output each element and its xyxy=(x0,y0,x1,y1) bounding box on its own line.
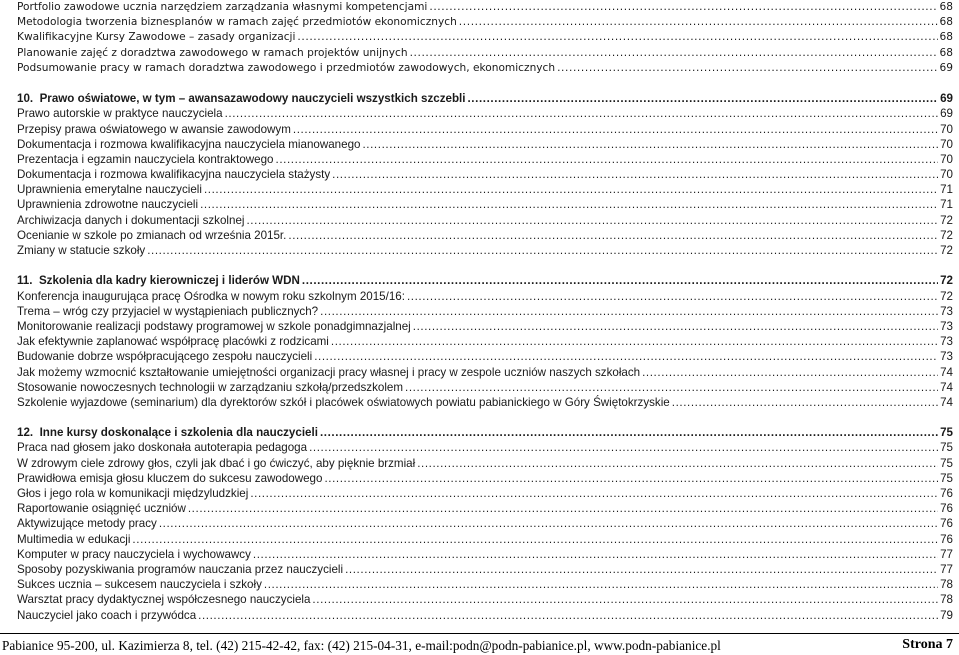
toc-entry-title: Dokumentacja i rozmowa kwalifikacyjna nauczyciela mianowanego xyxy=(17,137,361,151)
toc-leader-dots xyxy=(225,106,939,121)
section-number: 12. xyxy=(17,426,34,440)
toc-entry-page: 76 xyxy=(940,532,953,546)
toc-entry[interactable] xyxy=(17,516,953,531)
toc-section-title xyxy=(17,91,467,106)
toc-entry-page: 73 xyxy=(940,304,953,318)
toc-entry-title: Sposoby pozyskiwania programów nauczania przez nauczycieli xyxy=(17,562,344,576)
toc-entry[interactable] xyxy=(17,395,953,410)
toc-entry-page: 77 xyxy=(940,547,953,561)
toc-entry-page: 70 xyxy=(940,168,953,182)
toc-entry[interactable] xyxy=(17,15,953,30)
toc-entry[interactable] xyxy=(17,167,953,182)
page-number: Strona 7 xyxy=(902,637,953,652)
toc-entry-title: Jak możemy wzmocnić kształtowanie umiejętności organizacji pracy własnej i pracy w zespole uczniów naszych szkołach xyxy=(17,365,641,379)
toc-entry-page: 72 xyxy=(940,213,953,227)
toc-entry-page: 74 xyxy=(940,395,953,409)
toc-entry[interactable] xyxy=(17,547,953,562)
toc-entry-page: 68 xyxy=(939,31,953,44)
toc-entry-title: Uprawnienia zdrowotne nauczycieli xyxy=(17,198,199,212)
toc-entry-page: 76 xyxy=(940,502,953,516)
toc-entry-title: Raportowanie osiągnięć uczniów xyxy=(17,502,186,516)
section-number: 11. xyxy=(17,274,33,288)
toc-entry-page: 71 xyxy=(940,183,953,197)
toc-entry[interactable] xyxy=(17,365,953,380)
toc-entry[interactable] xyxy=(17,334,953,349)
toc-entry[interactable] xyxy=(17,197,953,212)
toc-section-heading[interactable] xyxy=(17,425,953,440)
toc-entry[interactable] xyxy=(17,501,953,516)
toc-entry-page: 75 xyxy=(940,471,953,485)
toc-leader-dots xyxy=(320,304,938,319)
toc-entry-title: Kwalifikacyjne Kursy Zawodowe – zasady organizacji xyxy=(17,31,296,44)
toc-leader-dots xyxy=(320,425,938,440)
spacer xyxy=(17,410,953,425)
toc-entry-title: Zmiany w statucie szkoły xyxy=(17,244,146,257)
toc-entry[interactable] xyxy=(17,137,953,152)
toc-entry-title: Przepisy prawa oświatowego w awansie zawodowym xyxy=(17,122,291,136)
toc-entry[interactable] xyxy=(17,106,953,121)
toc-entry-title: Archiwizacja danych i dokumentacji szkolnej xyxy=(17,213,245,227)
toc-leader-dots xyxy=(672,395,938,410)
toc-section-title xyxy=(17,273,302,288)
toc-entry-page: 73 xyxy=(940,335,953,349)
toc-entry-page: 70 xyxy=(940,122,953,136)
toc-entry[interactable] xyxy=(17,592,953,607)
toc-leader-dots xyxy=(413,319,938,334)
toc-entry-page: 70 xyxy=(940,152,953,166)
toc-entry-page: 76 xyxy=(940,487,953,500)
toc-section-heading[interactable] xyxy=(17,91,953,106)
toc-leader-dots xyxy=(642,365,938,380)
toc-entry-page: 75 xyxy=(940,441,953,455)
toc-leader-dots xyxy=(253,547,938,562)
toc-leader-dots xyxy=(324,471,938,486)
toc-entry-page: 68 xyxy=(939,16,953,29)
toc-entry-page: 72 xyxy=(940,244,953,257)
toc-entry-page: 70 xyxy=(940,137,953,151)
toc-entry-page: 72 xyxy=(940,289,953,303)
toc-entry-title: Dokumentacja i rozmowa kwalifikacyjna nauczyciela stażysty xyxy=(17,168,331,182)
toc-entry-title: Budowanie dobrze współpracującego zespołu nauczycieli xyxy=(17,350,313,364)
toc-entry[interactable] xyxy=(17,486,953,501)
toc-entry-page: 78 xyxy=(940,593,953,607)
toc-entry-title: Nauczyciel jako coach i przywódca xyxy=(17,608,197,622)
toc-entry-page: 75 xyxy=(940,456,953,470)
toc-leader-dots xyxy=(188,501,938,516)
toc-leader-dots xyxy=(288,228,938,243)
toc-entry[interactable] xyxy=(17,319,953,334)
toc-entry-title: Sukces ucznia – sukcesem nauczyciela i szkoły xyxy=(17,578,262,592)
toc-leader-dots xyxy=(159,516,938,531)
toc-entry-title: W zdrowym ciele zdrowy głos, czyli jak dbać i go ćwiczyć, aby pięknie brzmiał xyxy=(17,456,416,470)
toc-entry-title: Metodologia tworzenia biznesplanów w ramach zajęć przedmiotów ekonomicznych xyxy=(17,16,457,29)
toc-entry[interactable] xyxy=(17,440,953,455)
toc-entry[interactable] xyxy=(17,380,953,395)
toc-entry-title: Warsztat pracy dydaktycznej współczesnego nauczyciela xyxy=(17,593,311,607)
toc-entry-title: Planowanie zajęć z doradztwa zawodowego w ramach projektów unijnych xyxy=(17,46,408,59)
toc-entry-page: 79 xyxy=(940,608,953,622)
toc-entry-title: Prezentacja i egzamin nauczyciela kontraktowego xyxy=(17,152,274,166)
toc-entry-title: Jak efektywnie zaplanować współpracę placówki z rodzicami xyxy=(17,335,329,349)
toc-entry-title: Praca nad głosem jako doskonała autoterapia pedagoga xyxy=(17,441,308,455)
toc-entry[interactable] xyxy=(17,532,953,547)
toc-leader-dots xyxy=(312,592,938,607)
toc-entry-page: 69 xyxy=(939,61,953,74)
toc-leader-dots xyxy=(147,243,938,258)
toc-leader-dots xyxy=(264,577,938,592)
toc-entry-page: 73 xyxy=(940,319,953,333)
toc-entry-page: 75 xyxy=(940,426,953,440)
toc-entry-page: 72 xyxy=(940,274,953,288)
toc-entry-page: 72 xyxy=(940,228,953,242)
toc-entry-title: Prawo autorskie w praktyce nauczyciela xyxy=(17,107,223,121)
toc-entry[interactable] xyxy=(17,562,953,577)
toc-entry-page: 73 xyxy=(940,350,953,364)
toc-section-heading[interactable] xyxy=(17,273,953,288)
toc-entry-title: Ocenianie w szkole po zmianach od września 2015r. xyxy=(17,228,287,242)
toc-entry-page: 76 xyxy=(940,517,953,531)
toc-entry-title: Komputer w pracy nauczyciela i wychowawcy xyxy=(17,547,251,561)
section-title-text: Prawo oświatowe, w tym – awansazawodowy nauczycieli wszystkich szczebli xyxy=(39,92,466,106)
toc-leader-dots xyxy=(204,182,938,197)
toc-leader-dots xyxy=(459,15,938,30)
toc-entry[interactable] xyxy=(17,349,953,364)
toc-leader-dots xyxy=(417,456,938,471)
toc-entry-page: 68 xyxy=(939,46,953,59)
toc-leader-dots xyxy=(246,213,938,228)
footer-address: Pabianice 95-200, ul. Kazimierza 8, tel. (42) 215-42-42, fax: (42) 215-04-31, e-mail:podn@podn-pabianice.pl, www.podn-pabianice.pl xyxy=(2,638,721,653)
toc-entry[interactable] xyxy=(17,289,953,304)
toc-entry-title: Aktywizujące metody pracy xyxy=(17,517,157,531)
toc-leader-dots xyxy=(557,61,937,76)
toc-leader-dots xyxy=(410,46,938,61)
toc-entry[interactable] xyxy=(17,30,953,45)
toc-entry[interactable] xyxy=(17,304,953,319)
toc-entry-title: Multimedia w edukacji xyxy=(17,532,131,546)
footer-divider xyxy=(0,633,959,634)
toc-leader-dots xyxy=(467,91,938,106)
section-title-text: Szkolenia dla kadry kierowniczej i liderów WDN xyxy=(38,274,300,288)
toc-entry-page: 74 xyxy=(940,380,953,394)
toc-entry-page: 68 xyxy=(939,1,953,13)
spacer xyxy=(17,76,953,91)
toc-entry-title: Monitorowanie realizacji podstawy programowej w szkole ponadgimnazjalnej xyxy=(17,319,411,333)
toc-entry[interactable] xyxy=(17,213,953,228)
toc-entry[interactable] xyxy=(17,122,953,137)
toc-entry-title: Głos i jego rola w komunikacji międzyludzkiej xyxy=(17,487,249,500)
toc-leader-dots xyxy=(309,440,938,455)
toc-entry[interactable] xyxy=(17,46,953,61)
toc-section-title xyxy=(17,425,320,440)
toc-leader-dots xyxy=(331,334,938,349)
toc-leader-dots xyxy=(200,197,938,212)
toc-entry[interactable] xyxy=(17,577,953,592)
toc-leader-dots xyxy=(429,0,937,15)
toc-leader-dots xyxy=(302,273,938,288)
toc-entry-title: Szkolenie wyjazdowe (seminarium) dla dyrektorów szkół i placówek oświatowych powiatu pabianickiego w Góry Świętokrzyskie xyxy=(17,395,670,409)
toc-entry[interactable] xyxy=(17,0,953,15)
toc-entry-title: Stosowanie nowoczesnych technologii w zarządzaniu szkołą/przedszkolem xyxy=(17,380,404,394)
toc-leader-dots xyxy=(362,137,938,152)
toc-entry[interactable] xyxy=(17,228,953,243)
toc-entry-title: Uprawnienia emerytalne nauczycieli xyxy=(17,183,202,197)
toc-entry[interactable] xyxy=(17,456,953,471)
toc-entry-title: Prawidłowa emisja głosu kluczem do sukcesu zawodowego xyxy=(17,471,323,485)
toc-entry-title: Podsumowanie pracy w ramach doradztwa zawodowego i przedmiotów zawodowych, ekonomicznych xyxy=(17,61,556,74)
toc-leader-dots xyxy=(407,289,938,304)
section-number: 10. xyxy=(17,92,34,106)
section-title-text: Inne kursy doskonalące i szkolenia dla nauczycieli xyxy=(39,426,318,440)
toc-leader-dots xyxy=(198,608,938,623)
toc-entry-title: Portfolio zawodowe ucznia narzędziem zarządzania własnymi kompetencjami xyxy=(17,1,428,13)
toc-entry-page: 77 xyxy=(940,562,953,576)
toc-entry[interactable] xyxy=(17,608,953,623)
toc-leader-dots xyxy=(314,349,938,364)
toc-leader-dots xyxy=(132,532,938,547)
toc-entry[interactable] xyxy=(17,243,953,258)
toc-entry[interactable] xyxy=(17,471,953,486)
toc-entry[interactable] xyxy=(17,152,953,167)
toc-entry-page: 69 xyxy=(940,92,953,106)
toc-entry[interactable] xyxy=(17,61,953,76)
toc-leader-dots xyxy=(293,122,938,137)
spacer xyxy=(17,258,953,273)
page-footer xyxy=(0,633,959,655)
toc-entry-page: 71 xyxy=(940,198,953,212)
toc-entry-page: 74 xyxy=(940,365,953,379)
table-of-contents xyxy=(17,0,953,623)
toc-leader-dots xyxy=(297,30,937,45)
toc-entry-title: Konferencja inaugurująca pracę Ośrodka w nowym roku szkolnym 2015/16: xyxy=(17,289,405,303)
toc-leader-dots xyxy=(332,167,938,182)
toc-entry-page: 78 xyxy=(940,578,953,592)
toc-entry-title: Trema – wróg czy przyjaciel w wystąpieniach publicznych? xyxy=(17,304,319,318)
toc-entry-page: 69 xyxy=(940,107,953,121)
toc-leader-dots xyxy=(405,380,938,395)
toc-leader-dots xyxy=(345,562,938,577)
toc-entry[interactable] xyxy=(17,182,953,197)
toc-leader-dots xyxy=(250,486,938,501)
toc-leader-dots xyxy=(276,152,939,167)
